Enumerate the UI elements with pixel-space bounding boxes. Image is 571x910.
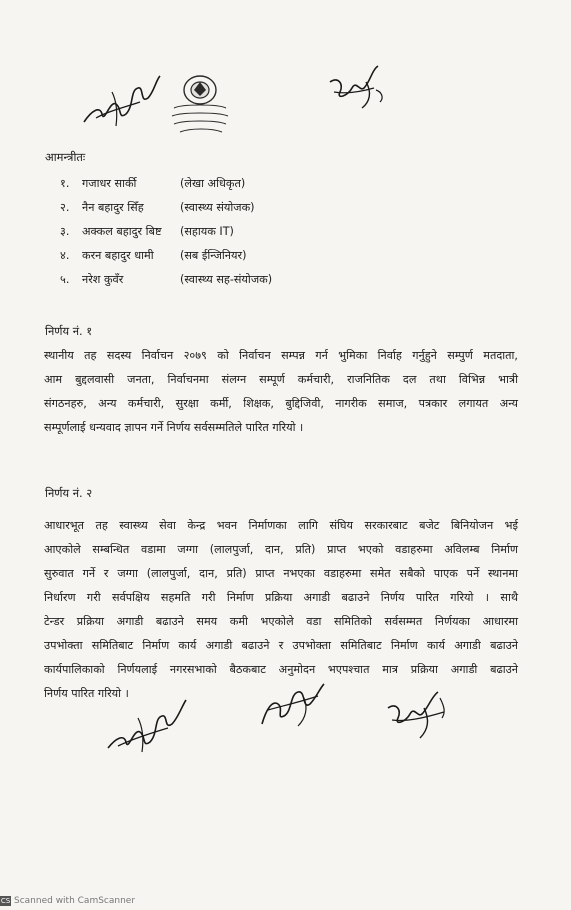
invitee-name: नैन बहादुर सिँह [82, 201, 144, 214]
signature-top-left [82, 70, 162, 132]
invitee-number: ४. [60, 249, 70, 262]
invitee-number: ३. [60, 225, 70, 238]
decision-1-line: आम बुद्दलवासी जनता, निर्वाचनमा संलग्न सम्पूर्ण कर्मचारी, राजनितिक दल तथा विभिन्न भात्री [44, 373, 518, 386]
decision-1-text [44, 344, 518, 440]
decision-2-heading: निर्णय नं. २ [45, 486, 93, 500]
decision-1-line: स्थानीय तह सदस्य निर्वाचन २०७९ को निर्वाचन सम्पन्न गर्न भुमिका निर्वाह गर्नुहुने सम्पुर्ण मतदाता, [44, 349, 518, 362]
decision-1-line: सम्पूर्णलाई धन्यवाद ज्ञापन गर्ने निर्णय सर्वसम्मतिले पारित गरियो । [44, 421, 304, 434]
invitee-number: ५. [60, 273, 70, 286]
decision-2-line: सुरुवात गर्ने र जग्गा (लालपुर्जा, दान, प्रति) प्राप्त नभएका वडाहरुमा समेत सबैको पाएक पर्ने स्थानमा [44, 567, 519, 580]
invitee-name: गजाधर सार्की [82, 177, 137, 190]
decision-2-line: टेन्डर प्रक्रिया अगाडी बढाउने समय कमी भएकोले वडा समितिको सर्वसम्मत निर्णयका आधारमा [44, 615, 518, 628]
scanner-watermark [0, 896, 135, 906]
signature-bottom-middle [256, 680, 328, 730]
decision-2-line: निर्धारण गरी सर्वपक्षिय सहमति गरी निर्माण प्रक्रिया अगाडी बढाउने निर्णय पारित गरियो । साथै [44, 591, 518, 604]
decision-1-heading: निर्णय नं. १ [45, 324, 93, 338]
invitees-heading: आमन्त्रीतः [45, 150, 86, 164]
decision-1-line: संगठनहरु, अन्य कर्मचारी, सुरक्षा कर्मी, शिक्षक, बुद्दिजिवी, नागरीक समाज, पत्रकार लगायत अन्य [44, 397, 518, 410]
scanner-watermark-text: Scanned with CamScanner [14, 896, 136, 906]
invitee-number: २. [60, 201, 70, 214]
decision-2-line: निर्णय पारित गरियो । [44, 687, 129, 700]
decision-2-line: उपभोक्ता समितिबाट निर्माण कार्य अगाडी बढाउने र उपभोक्ता समितिबाट निर्माण कार्य अगाडी बढाउने [44, 639, 518, 652]
decision-2-line: कार्यपालिकाको निर्णयलाई नगरसभाको बैठकबाट अनुमोदन भएपश्चात मात्र प्रक्रिया अगाडी बढाउने [44, 663, 518, 676]
invitee-name: नरेश कुवँर [82, 273, 124, 286]
decision-2-text [44, 514, 518, 706]
decision-2-line: आएकोले सम्बन्धित वडामा जग्गा (लालपुर्जा, दान, प्रति) प्राप्त भएको वडाहरुमा अविलम्ब निर्माण [44, 543, 518, 556]
invitee-role: (स्वास्थ्य सह-संयोजक) [180, 273, 273, 286]
invitee-name: अक्कल बहादुर बिष्ट [82, 225, 162, 238]
invitee-role: (सब ईन्जिनियर) [180, 249, 247, 262]
signature-bottom-left [104, 694, 190, 756]
signature-top-right [326, 62, 392, 114]
municipality-seal [168, 68, 232, 140]
invitee-name: करन बहादुर धामी [82, 249, 154, 262]
signature-bottom-right [384, 686, 454, 742]
invitee-role: (स्वास्थ्य संयोजक) [180, 201, 255, 214]
invitee-number: १. [60, 177, 70, 190]
invitee-role: (सहायक IT) [180, 225, 234, 238]
invitee-role: (लेखा अधिकृत) [180, 177, 246, 190]
decision-2-line: आधारभूत तह स्वास्थ्य सेवा केन्द्र भवन निर्माणका लागि संघिय सरकारबाट बजेट बिनियोजन भई [44, 519, 518, 532]
camscanner-logo-icon: CS [0, 897, 11, 905]
